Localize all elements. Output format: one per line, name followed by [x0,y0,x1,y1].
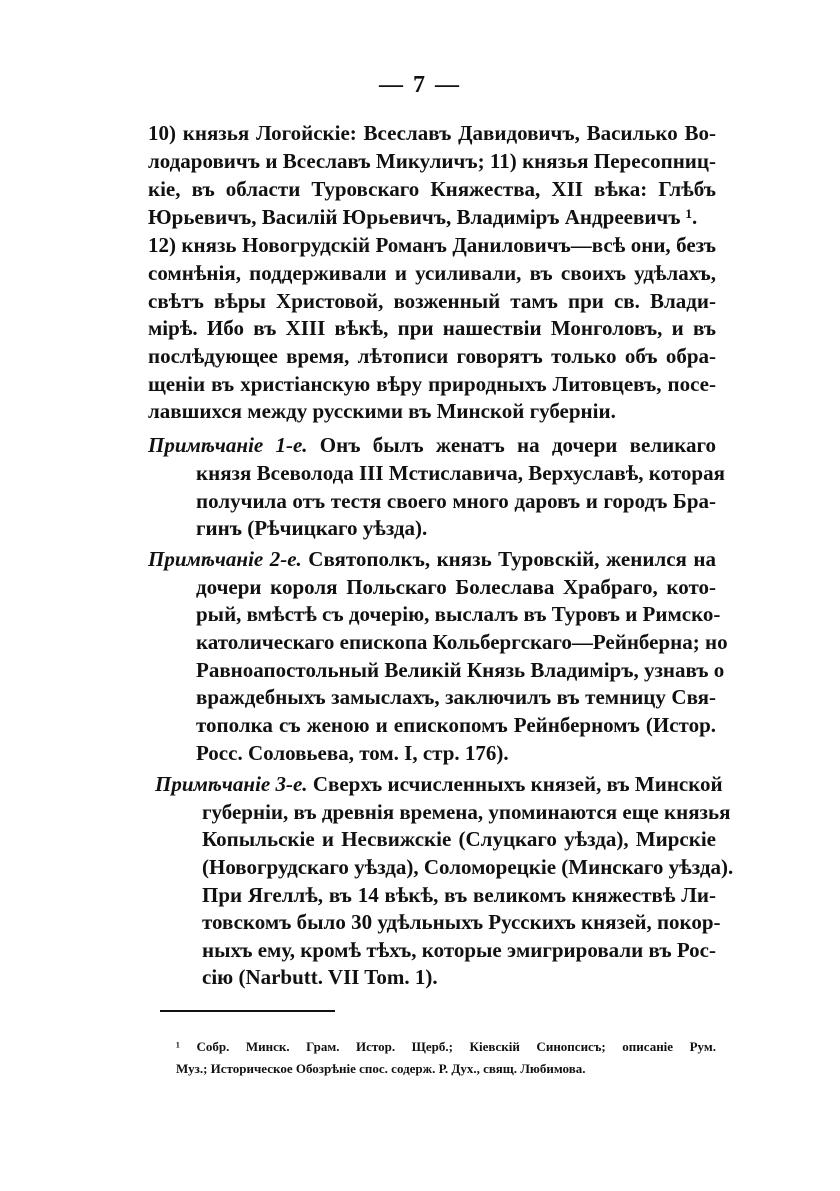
note-1-text: Онъ былъ женатъ на дочери великаго [307,433,716,457]
main-text-line: 10) князья Логойскіе: Всеславъ Давидовичъ, Василько Во- [148,121,716,145]
note-3-line: товскомъ было 30 удѣльныхъ Русскихъ князей, покор- [202,910,721,934]
note-3-label: Примѣчаніе 3-е. [155,772,308,796]
note-3-line: ныхъ ему, кромѣ тѣхъ, которые эмигрировали въ Рос- [202,938,716,962]
footnote-line: Муз.; Историческое Обозрѣніе спос. содерж. Р. Дух., свящ. Любимова. [176,1061,586,1076]
main-text-line: щеніи въ христіанскую вѣру природныхъ Литовцевъ, посе- [148,372,716,396]
note-1-line: получила отъ тестя своего много даровъ и городъ Бра- [196,489,716,513]
page-number: — 7 — [379,72,461,98]
footnote-divider [160,1010,335,1012]
note-3-line: При Ягеллѣ, въ 14 вѣкѣ, въ великомъ княжествѣ Ли- [202,883,716,907]
main-text-line: лавшихся между русскими въ Минской губерніи. [148,399,616,423]
note-2-line: Росс. Соловьева, том. I, стр. 176). [196,741,509,765]
note-3-line: губерніи, въ древнія времена, упоминаются еще князья [202,800,731,824]
note-2-text: Святополкъ, князь Туровскій, женился на [301,547,716,571]
note-2-line: тополка съ женою и епископомъ Рейнберномъ (Истор. [196,713,716,737]
main-text-line: сомнѣнія, поддерживали и усиливали, въ своихъ удѣлахъ, [148,261,716,285]
note-2-line: католическаго епископа Кольбергскаго—Рейнберна; но [196,630,728,654]
main-text-line: 12) князь Новогрудскій Романъ Даниловичъ—всѣ они, безъ [148,233,716,257]
main-text-line: мірѣ. Ибо въ XIII вѣкѣ, при нашествіи Монголовъ, и въ [148,316,716,340]
note-3-line: (Новогрудскаго уѣзда), Соломорецкіе (Минскаго уѣзда). [202,855,734,879]
note-3-first-line [155,771,723,797]
note-3-text: Сверхъ исчисленныхъ князей, въ Минской [307,772,723,796]
main-text-line: Юрьевичъ, Василій Юрьевичъ, Владиміръ Андреевичъ ¹. [148,205,698,229]
note-2-line: враждебныхъ замыслахъ, заключилъ въ темницу Свя- [196,685,716,709]
note-1-first-line [148,432,716,458]
main-text-line: послѣдующее время, лѣтописи говорятъ только объ обра- [148,344,716,368]
note-2-first-line [148,546,716,572]
note-2-line: дочери короля Польскаго Болеслава Храбраго, кото- [196,575,716,599]
footnote-line: ¹ Собр. Минск. Грам. Истор. Щерб.; Кіевскій Синопсисъ; описаніе Рум. [176,1039,716,1054]
note-1-label: Примѣчаніе 1-е. [148,433,308,457]
main-text-line: свѣтъ вѣры Христовой, возженный тамъ при св. Влади- [148,289,716,313]
note-1-line: гинъ (Рѣчицкаго уѣзда). [196,516,428,540]
note-2-line: Равноапостольный Великій Князь Владиміръ, узнавъ о [196,658,725,682]
note-3-line: Копыльскіе и Несвижскіе (Слуцкаго уѣзда), Мирскіе [202,827,716,851]
note-1-line: князя Всеволода III Мстиславича, Верхуславѣ, которая [196,461,725,485]
main-text-line: лодаровичъ и Всеславъ Микуличъ; 11) князья Пересопниц- [148,149,716,173]
main-text-line: кіе, въ области Туровскаго Княжества, XII вѣка: Глѣбъ [148,177,716,201]
note-3-line: сію (Narbutt. VII Tom. 1). [202,965,438,989]
note-2-label: Примѣчаніе 2-е. [148,547,302,571]
note-2-line: рый, вмѣстѣ съ дочерію, выслалъ въ Туровъ и Римско- [196,602,721,626]
